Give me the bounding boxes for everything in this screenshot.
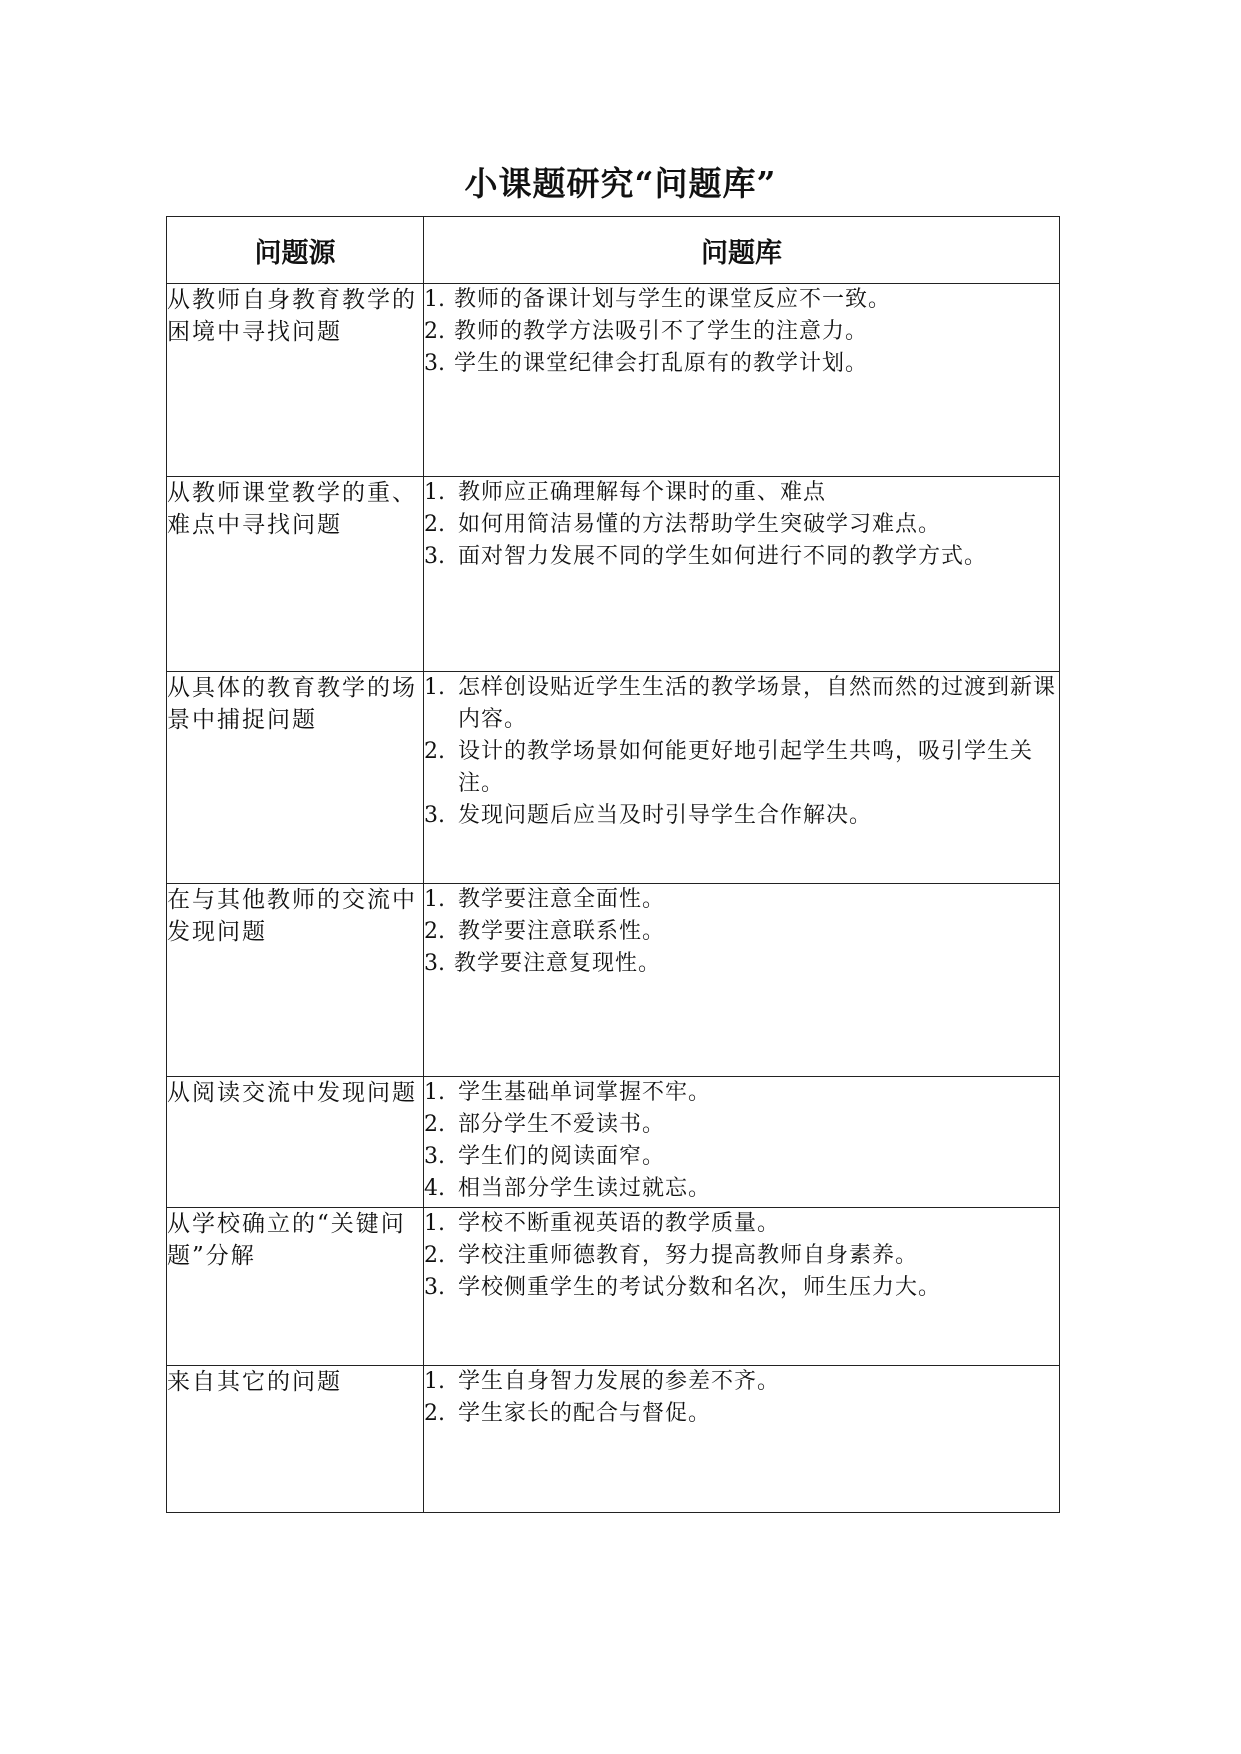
list-item	[424, 316, 1059, 348]
item-text: 教学要注意复现性。	[454, 951, 662, 976]
list-item	[424, 884, 1059, 916]
problem-items-cell	[424, 284, 1060, 477]
problem-items-cell	[424, 1077, 1060, 1208]
problem-source-cell: 从学校确立的“关键问题”分解	[167, 1208, 424, 1366]
list-item	[424, 736, 1059, 800]
list-item	[424, 800, 1059, 832]
item-number: 2.	[424, 319, 445, 344]
list-item	[424, 1141, 1059, 1173]
item-text: 学生自身智力发展的参差不齐。	[458, 1369, 781, 1394]
item-number: 3.	[424, 351, 445, 376]
problem-items-cell	[424, 1366, 1060, 1513]
problem-list	[424, 477, 1059, 573]
problem-list	[424, 1208, 1059, 1304]
item-text: 设计的教学场景如何能更好地引起学生共鸣，吸引学生关注。	[458, 739, 1034, 796]
item-text: 学生基础单词掌握不牢。	[458, 1080, 712, 1105]
item-text: 学生的课堂纪律会打乱原有的教学计划。	[454, 351, 869, 376]
problem-source-cell: 在与其他教师的交流中发现问题	[167, 884, 424, 1077]
item-number: 2.	[424, 919, 445, 944]
list-item	[424, 1109, 1059, 1141]
item-number: 1.	[424, 887, 445, 912]
item-text: 学校注重师德教育，努力提高教师自身素养。	[458, 1243, 919, 1268]
item-number: 3.	[424, 1144, 445, 1169]
list-item	[424, 1173, 1059, 1205]
item-text: 面对智力发展不同的学生如何进行不同的教学方式。	[458, 544, 988, 569]
list-item	[424, 1208, 1059, 1240]
item-number: 3.	[424, 544, 445, 569]
item-text: 教学要注意全面性。	[458, 887, 666, 912]
table-row	[167, 477, 1060, 672]
table-row	[167, 1208, 1060, 1366]
item-text: 学生们的阅读面窄。	[458, 1144, 666, 1169]
list-item	[424, 284, 1059, 316]
problem-source-cell: 从教师自身教育教学的困境中寻找问题	[167, 284, 424, 477]
problem-source-cell: 从具体的教育教学的场景中捕捉问题	[167, 672, 424, 884]
item-number: 3.	[424, 1275, 445, 1300]
problem-items-cell	[424, 1208, 1060, 1366]
item-number: 1.	[424, 675, 445, 700]
item-number: 2.	[424, 739, 445, 764]
item-text: 教师的教学方法吸引不了学生的注意力。	[454, 319, 869, 344]
list-item	[424, 1366, 1059, 1398]
list-item	[424, 672, 1059, 736]
item-text: 教师的备课计划与学生的课堂反应不一致。	[454, 287, 892, 312]
item-text: 如何用简洁易懂的方法帮助学生突破学习难点。	[458, 512, 942, 537]
problem-items-cell	[424, 884, 1060, 1077]
item-text: 怎样创设贴近学生生活的教学场景，自然而然的过渡到新课内容。	[458, 675, 1057, 732]
item-number: 2.	[424, 512, 445, 537]
item-text: 发现问题后应当及时引导学生合作解决。	[458, 803, 873, 828]
item-number: 2.	[424, 1112, 445, 1137]
list-item	[424, 509, 1059, 541]
item-text: 教师应正确理解每个课时的重、难点	[458, 480, 827, 505]
page-title: 小课题研究“问题库”	[464, 164, 777, 203]
table-row	[167, 1077, 1060, 1208]
item-text: 学校不断重视英语的教学质量。	[458, 1211, 781, 1236]
table-header-row	[167, 217, 1060, 284]
table-row	[167, 284, 1060, 477]
header-source: 问题源	[167, 217, 424, 284]
item-text: 学生家长的配合与督促。	[458, 1401, 712, 1426]
problem-items-cell	[424, 477, 1060, 672]
list-item	[424, 948, 1059, 980]
problem-list	[424, 1366, 1059, 1430]
problem-source-cell: 来自其它的问题	[167, 1366, 424, 1513]
item-text: 相当部分学生读过就忘。	[458, 1176, 712, 1201]
item-number: 1.	[424, 287, 445, 312]
item-number: 3.	[424, 951, 445, 976]
problem-source-cell: 从阅读交流中发现问题	[167, 1077, 424, 1208]
item-text: 教学要注意联系性。	[458, 919, 666, 944]
item-number: 1.	[424, 1080, 445, 1105]
list-item	[424, 477, 1059, 509]
problem-items-cell	[424, 672, 1060, 884]
item-text: 部分学生不爱读书。	[458, 1112, 666, 1137]
list-item	[424, 1077, 1059, 1109]
item-number: 3.	[424, 803, 445, 828]
item-number: 4.	[424, 1176, 445, 1201]
table-row	[167, 1366, 1060, 1513]
list-item	[424, 1398, 1059, 1430]
list-item	[424, 916, 1059, 948]
list-item	[424, 1272, 1059, 1304]
item-text: 学校侧重学生的考试分数和名次，师生压力大。	[458, 1275, 942, 1300]
item-number: 2.	[424, 1243, 445, 1268]
item-number: 2.	[424, 1401, 445, 1426]
problem-list	[424, 1077, 1059, 1205]
item-number: 1.	[424, 480, 445, 505]
table-row	[167, 884, 1060, 1077]
problem-list	[424, 284, 1059, 380]
list-item	[424, 1240, 1059, 1272]
item-number: 1.	[424, 1211, 445, 1236]
table-row	[167, 672, 1060, 884]
table-body	[167, 284, 1060, 1513]
list-item	[424, 348, 1059, 380]
list-item	[424, 541, 1059, 573]
problem-table	[166, 216, 1060, 1513]
problem-list	[424, 672, 1059, 832]
item-number: 1.	[424, 1369, 445, 1394]
problem-source-cell: 从教师课堂教学的重、难点中寻找问题	[167, 477, 424, 672]
problem-list	[424, 884, 1059, 980]
header-library: 问题库	[424, 217, 1060, 284]
